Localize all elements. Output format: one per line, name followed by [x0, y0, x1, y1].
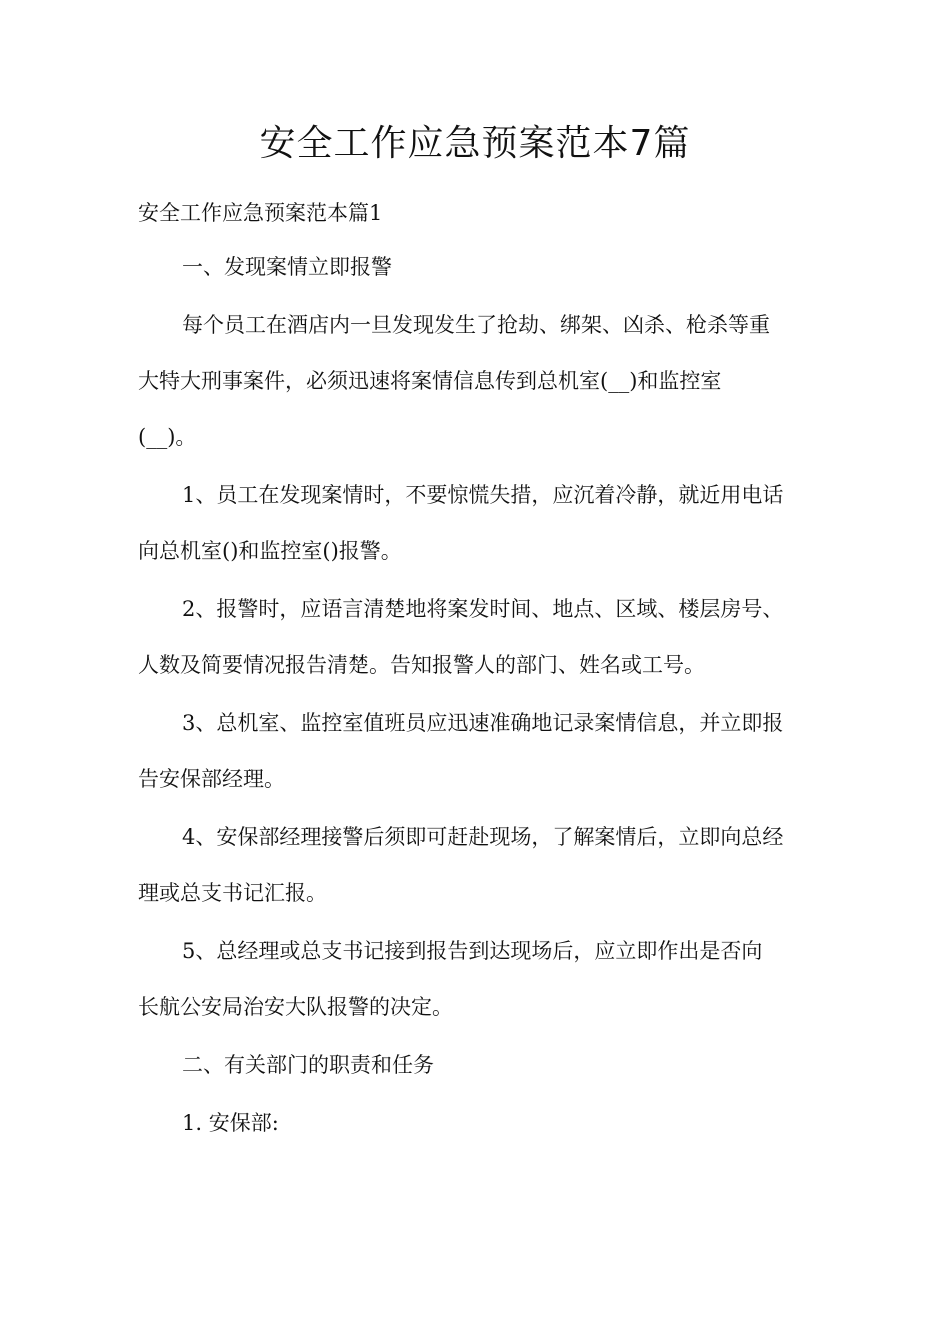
document-title: 安全工作应急预案范本7篇 [259, 123, 691, 164]
intro-line-1: 每个员工在酒店内一旦发现发生了抢劫、绑架、凶杀、枪杀等重 [182, 313, 770, 337]
section-1-heading: 一、发现案情立即报警 [182, 255, 392, 279]
item-4-line-1: 4、安保部经理接警后须即可赶赴现场，了解案情后，立即向总经 [182, 825, 784, 849]
item-1-line-2: 向总机室()和监控室()报警。 [138, 539, 402, 563]
item-4-line-2: 理或总支书记汇报。 [138, 881, 327, 905]
item-3-line-1: 3、总机室、监控室值班员应迅速准确地记录案情信息，并立即报 [182, 711, 784, 735]
item-2-line-2: 人数及简要情况报告清楚。告知报警人的部门、姓名或工号。 [138, 653, 705, 677]
document-subtitle: 安全工作应急预案范本篇1 [138, 201, 383, 225]
intro-line-2: 大特大刑事案件，必须迅速将案情信息传到总机室(__)和监控室 [138, 369, 722, 393]
item-3-line-2: 告安保部经理。 [138, 767, 285, 791]
intro-line-3: (__)。 [138, 425, 197, 449]
subsection-1-heading: 1. 安保部: [182, 1111, 279, 1135]
item-5-line-1: 5、总经理或总支书记接到报告到达现场后，应立即作出是否向 [182, 939, 763, 963]
section-2-heading: 二、有关部门的职责和任务 [182, 1053, 434, 1077]
item-5-line-2: 长航公安局治安大队报警的决定。 [138, 995, 453, 1019]
item-1-line-1: 1、员工在发现案情时，不要惊慌失措，应沉着冷静，就近用电话 [182, 483, 784, 507]
item-2-line-1: 2、报警时，应语言清楚地将案发时间、地点、区域、楼层房号、 [182, 597, 784, 621]
